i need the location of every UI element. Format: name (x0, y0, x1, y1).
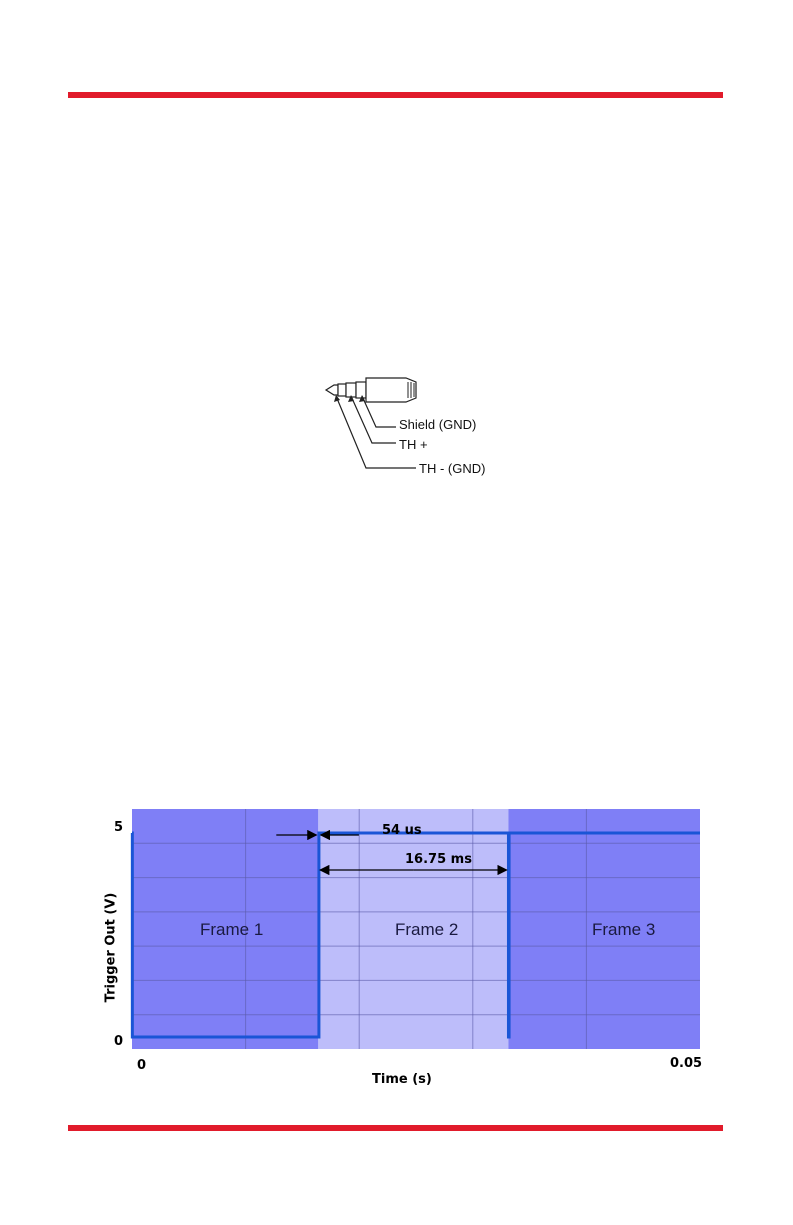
footer-rule (68, 1125, 723, 1131)
x-axis-label: Time (s) (372, 1072, 432, 1087)
th-minus-label: TH - (GND) (419, 461, 486, 476)
th-plus-label: TH + (399, 437, 428, 452)
x-tick-0: 0 (137, 1058, 147, 1073)
frame-1-label: Frame 1 (200, 920, 264, 939)
frame-2-label: Frame 2 (395, 920, 459, 939)
trigger-timing-chart (90, 800, 720, 1100)
pulse-width-annotation: 54 us (382, 823, 422, 838)
connector-diagram (320, 370, 500, 482)
period-annotation: 16.75 ms (405, 852, 472, 867)
header-rule (68, 92, 723, 98)
shield-gnd-label: Shield (GND) (399, 417, 477, 432)
x-tick-0-05: 0.05 (670, 1056, 703, 1071)
y-tick-0: 0 (114, 1034, 124, 1049)
frame-3-label: Frame 3 (592, 920, 656, 939)
y-axis-label: Trigger Out (V) (103, 892, 119, 1003)
y-tick-5: 5 (114, 820, 124, 835)
chart-plot (90, 800, 720, 1100)
